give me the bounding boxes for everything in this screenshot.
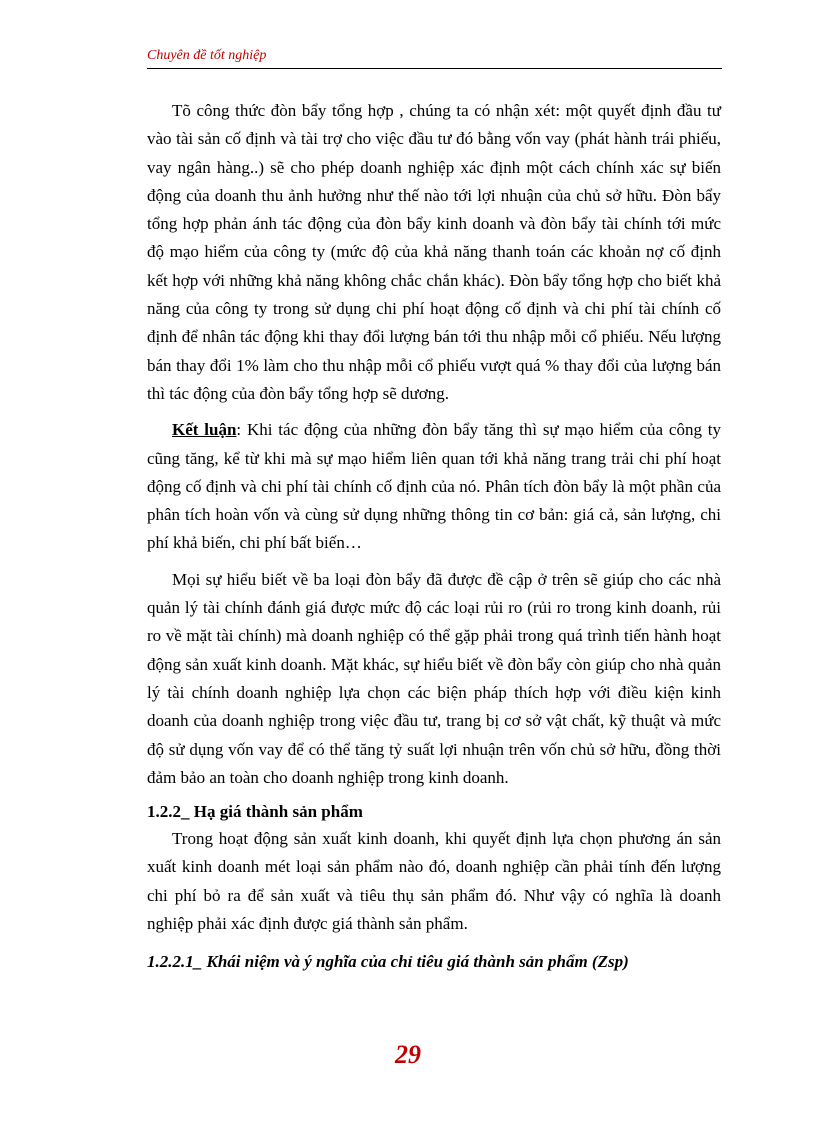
header-divider <box>147 68 722 69</box>
header-title: Chuyên đề tốt nghiệp <box>147 48 267 63</box>
document-body <box>147 97 721 976</box>
section-heading: 1.2.2_ Hạ giá thành sản phẩm <box>147 802 363 822</box>
page-number: 29 <box>395 1040 421 1069</box>
conclusion-text: : Khi tác động của những đòn bẩy tăng thì sự mạo hiểm của công ty cũng tăng, kể từ khi mà sự mạo hiểm liên quan tới khả năng trang trải chi phí hoạt động cố định và chi phí tài chính cố định của nó. Phân tích đòn bẩy là một phần của phân tích hoàn vốn và cùng sử dụng những thông tin cơ bản: giá cả, sản lượng, chi phí khả biến, chi phí bất biến… <box>147 420 721 553</box>
subsection-heading: 1.2.2.1_ Khái niệm và ý nghĩa của chỉ tiêu giá thành sản phẩm (Zsp) <box>147 952 629 972</box>
paragraph-total-leverage: Tõ công thức đòn bẩy tổng hợp , chúng ta có nhận xét: một quyết định đầu tư vào tài sản cố định và tài trợ cho việc đầu tư đó bằng vốn vay (phát hành trái phiếu, vay ngân hàng..) sẽ cho phép doanh nghiệp xác định một cách chính xác sự biến động của doanh thu ảnh hưởng như thế nào tới lợi nhuận của chủ sở hữu. Đòn bẩy tổng hợp phản ánh tác động của đòn bẩy kinh doanh và đòn bẩy tài chính tới mức độ mạo hiểm của công ty (mức độ của khả năng thanh toán các khoản nợ cố định kết hợp với những khả năng không chắc chắn khác). Đòn bẩy tổng hợp cho biết khả năng của công ty trong sử dụng chi phí hoạt động cố định và chi phí tài chính cố định để nhân tác động khi thay đổi lượng bán tới thu nhập mỗi cổ phiếu. Nếu lượng bán thay đổi 1% làm cho thu nhập mỗi cổ phiếu vượt quá % thay đổi của lượng bán thì tác động của đòn bẩy tổng hợp sẽ dương. <box>147 101 721 403</box>
paragraph-cost-reduction: Trong hoạt động sản xuất kinh doanh, khi quyết định lựa chọn phương án sản xuất kinh doanh mét loại sản phẩm nào đó, doanh nghiệp cần phải tính đến lượng chi phí bỏ ra để sản xuất và tiêu thụ sản phẩm đó. Như vậy có nghĩa là doanh nghiệp phải xác định được giá thành sản phẩm. <box>147 829 721 934</box>
paragraph-conclusion <box>147 416 721 557</box>
conclusion-label: Kết luận <box>172 420 237 440</box>
paragraph-leverage-understanding: Mọi sự hiểu biết về ba loại đòn bẩy đã được đề cập ở trên sẽ giúp cho các nhà quản lý tài chính đánh giá được mức độ các loại rủi ro (rủi ro trong kinh doanh, rủi ro về mặt tài chính) mà doanh nghiệp có thể gặp phải trong quá trình tiến hành hoạt động sản xuất kinh doanh. Mặt khác, sự hiểu biết về đòn bẩy còn giúp cho nhà quản lý tài chính doanh nghiệp lựa chọn các biện pháp thích hợp với điều kiện kinh doanh của doanh nghiệp trong việc đầu tư, trang bị cơ sở vật chất, kỹ thuật và mức độ sử dụng vốn vay để có thể tăng tỷ suất lợi nhuận trên vốn chủ sở hữu, đồng thời đảm bảo an toàn cho doanh nghiệp trong kinh doanh. <box>147 569 721 787</box>
